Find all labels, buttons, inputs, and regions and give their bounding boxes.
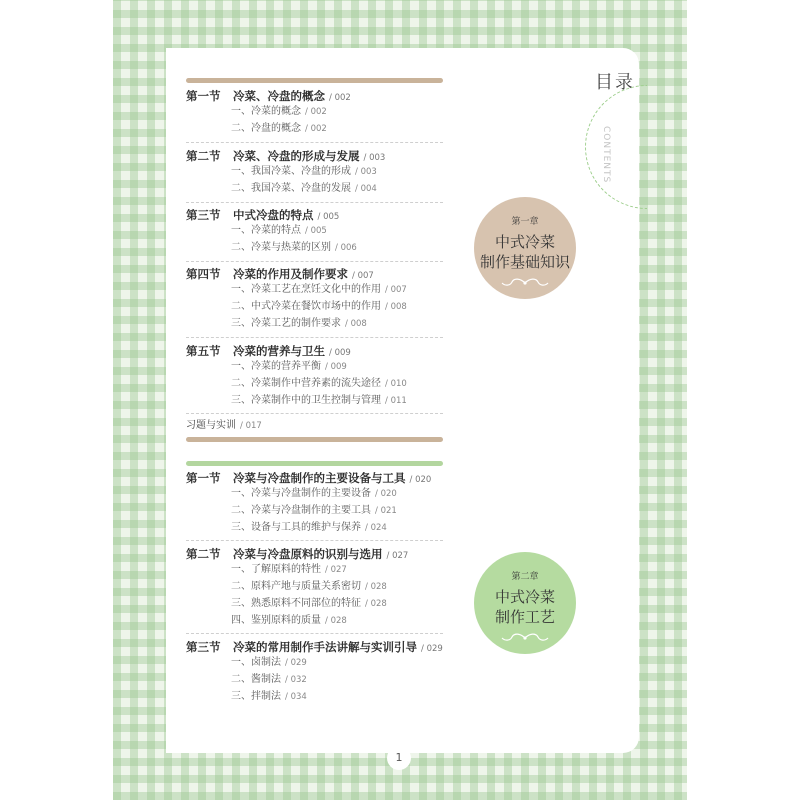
- contents-label: CONTENTS: [601, 126, 611, 184]
- section-title: 冷菜的常用制作手法讲解与实训引导: [233, 640, 417, 654]
- toc-section[interactable]: 第一节 冷菜与冷盘制作的主要设备与工具 / 020: [186, 471, 432, 485]
- badge-title-line-2: 制作基础知识: [479, 253, 570, 271]
- section-title: 冷菜、冷盘的形成与发展: [233, 149, 360, 163]
- toc-section[interactable]: 第四节 冷菜的作用及制作要求 / 007: [186, 267, 374, 281]
- chapter-1-top-bar: [186, 78, 443, 83]
- toc-item[interactable]: 一、冷菜的营养平衡 / 009: [231, 361, 347, 372]
- badge-title-line-1: 中式冷菜: [494, 233, 555, 251]
- toc-item[interactable]: 一、冷菜的特点 / 005: [231, 225, 327, 236]
- badge-chapter-number: 第一章: [511, 217, 539, 227]
- page-ref: / 005: [317, 212, 340, 222]
- toc-item[interactable]: 一、卤制法 / 029: [231, 657, 307, 668]
- flourish-ornament-icon: [500, 277, 550, 289]
- flourish-ornament-icon: [500, 632, 550, 644]
- badge-title-line-1: 中式冷菜: [494, 588, 555, 606]
- section-title: 冷菜与冷盘制作的主要设备与工具: [233, 471, 406, 485]
- section-divider: [186, 261, 443, 262]
- toc-section[interactable]: 第五节 冷菜的营养与卫生 / 009: [186, 344, 351, 358]
- chapter-2-badge[interactable]: [474, 552, 576, 654]
- toc-section[interactable]: 第三节 冷菜的常用制作手法讲解与实训引导 / 029: [186, 640, 443, 654]
- page-ref: / 029: [421, 644, 443, 654]
- section-title: 冷菜、冷盘的概念: [233, 89, 325, 103]
- page-ref: / 009: [329, 348, 351, 358]
- toc-item[interactable]: 二、冷菜与冷盘制作的主要工具 / 021: [231, 505, 397, 516]
- toc-section[interactable]: 第二节 冷菜与冷盘原料的识别与选用 / 027: [186, 547, 409, 561]
- section-divider: [186, 633, 443, 634]
- toc-item[interactable]: 三、冷菜工艺的制作要求 / 008: [231, 318, 367, 329]
- toc-exercise[interactable]: 习题与实训 / 017: [186, 420, 262, 431]
- page-ref: / 002: [329, 93, 351, 103]
- toc-item[interactable]: 一、冷菜与冷盘制作的主要设备 / 020: [231, 488, 397, 499]
- toc-item[interactable]: 三、设备与工具的维护与保养 / 024: [231, 522, 387, 533]
- section-title: 冷菜的营养与卫生: [233, 344, 325, 358]
- badge-title-line-2: 制作工艺: [494, 608, 555, 626]
- page-ref: / 020: [409, 475, 432, 485]
- section-divider: [186, 202, 443, 203]
- page-ref: / 003: [363, 153, 386, 163]
- section-divider: [186, 413, 443, 414]
- toc-item[interactable]: 二、酱制法 / 032: [231, 674, 307, 685]
- toc-item[interactable]: 二、冷盘的概念 / 002: [231, 123, 327, 134]
- page-ref: / 007: [352, 271, 374, 281]
- page-ref: / 027: [386, 551, 409, 561]
- toc-item[interactable]: 四、鉴别原料的质量 / 028: [231, 615, 347, 626]
- section-title: 冷菜与冷盘原料的识别与选用: [233, 547, 383, 561]
- badge-chapter-number: 第二章: [511, 572, 539, 582]
- chapter-1-bottom-bar: [186, 437, 443, 442]
- toc-item[interactable]: 二、我国冷菜、冷盘的发展 / 004: [231, 183, 377, 194]
- toc-item[interactable]: 二、冷菜与热菜的区别 / 006: [231, 242, 357, 253]
- toc-item[interactable]: 三、熟悉原料不同部位的特征 / 028: [231, 598, 387, 609]
- section-divider: [186, 540, 443, 541]
- page-number: 1: [387, 746, 411, 770]
- toc-section[interactable]: 第二节 冷菜、冷盘的形成与发展 / 003: [186, 149, 386, 163]
- toc-item[interactable]: 二、中式冷菜在餐饮市场中的作用 / 008: [231, 301, 407, 312]
- toc-item[interactable]: 一、冷菜的概念 / 002: [231, 106, 327, 117]
- page-title: 目录: [595, 72, 635, 93]
- toc-item[interactable]: 二、原料产地与质量关系密切 / 028: [231, 581, 387, 592]
- section-title: 冷菜的作用及制作要求: [233, 267, 348, 281]
- section-title: 中式冷盘的特点: [233, 208, 314, 222]
- chapter-2-top-bar: [186, 461, 443, 466]
- toc-section[interactable]: 第一节 冷菜、冷盘的概念 / 002: [186, 89, 351, 103]
- toc-section[interactable]: 第三节 中式冷盘的特点 / 005: [186, 208, 340, 222]
- toc-item[interactable]: 一、冷菜工艺在烹饪文化中的作用 / 007: [231, 284, 407, 295]
- section-divider: [186, 337, 443, 338]
- toc-item[interactable]: 二、冷菜制作中营养素的流失途径 / 010: [231, 378, 407, 389]
- toc-item[interactable]: 三、拌制法 / 034: [231, 691, 307, 702]
- chapter-1-badge[interactable]: [474, 197, 576, 299]
- toc-item[interactable]: 一、了解原料的特性 / 027: [231, 564, 347, 575]
- section-divider: [186, 142, 443, 143]
- toc-item[interactable]: 三、冷菜制作中的卫生控制与管理 / 011: [231, 395, 407, 406]
- toc-item[interactable]: 一、我国冷菜、冷盘的形成 / 003: [231, 166, 377, 177]
